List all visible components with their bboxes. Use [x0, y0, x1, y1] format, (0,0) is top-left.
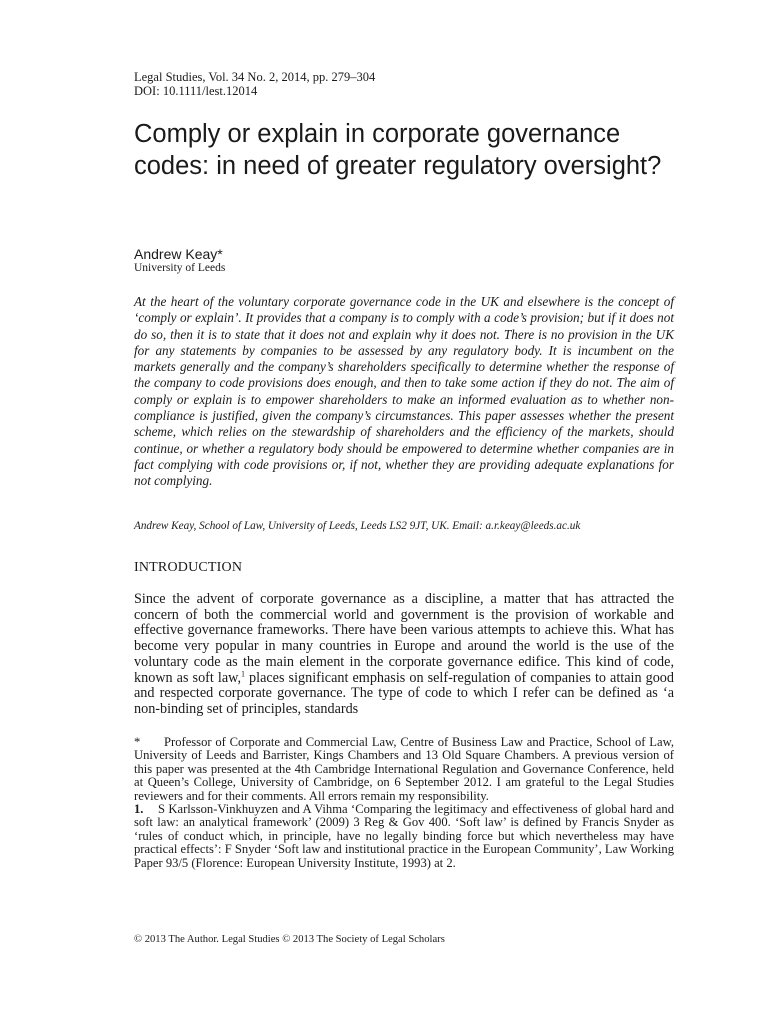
body-paragraph [134, 592, 674, 718]
footnotes [134, 736, 674, 870]
footnote-marker: * [134, 735, 141, 749]
body-text-part-1: Since the advent of corporate governance as a discipline, a matter that has attracted the concern of both the commercial world and government is the provision of workable and effective governance frameworks. There have been various attempts to achieve this. What has become very popular in many countries in Europe and around the world is the use of the voluntary code as the main element in the corporate governance edifice. This kind of code, known as soft law, [134, 591, 674, 686]
paper-title: Comply or explain in corporate governance codes: in need of greater regulatory oversight? [134, 120, 662, 180]
footnote-reference: 1 [241, 668, 245, 678]
copyright-notice: © 2013 The Author. Legal Studies © 2013 The Society of Legal Scholars [134, 934, 445, 945]
citation-block [134, 70, 375, 98]
doi: DOI: 10.1111/lest.12014 [134, 84, 258, 98]
body-text-part-2: places significant emphasis on self-regulation of companies to attain good and respected corporate governance. The type of code to which I refer can be defined as ‘a non-binding set of principles, standards [134, 669, 674, 717]
journal-citation: Legal Studies, Vol. 34 No. 2, 2014, pp. 279–304 [134, 70, 376, 84]
footnote-text: S Karlsson-Vinkhuyzen and A Vihma ‘Comparing the legitimacy and effectiveness of global hard and soft law: an analytical framework’ (2009) 3 Reg & Gov 400. ‘Soft law’ is defined by Francis Snyder as ‘rules of conduct which, in principle, have no legally binding force but which nevertheless may have practical effects’: F Snyder ‘Soft law and institutional practice in the European Community’, Law Working Paper 93/5 (Florence: European University Institute, 1993) at 2. [134, 802, 674, 870]
abstract: At the heart of the voluntary corporate governance code in the UK and elsewhere is the concept of ‘comply or explain’. It provides that a company is to comply with a code’s provision; but if it does not do so, then it is to state that it does not and explain why it does not. There is no provision in the UK for any statements by companies to be assessed by any regulatory body. It is incumbent on the markets generally and the company’s shareholders specifically to determine whether the response of the company to code provisions does enough, and then to take some action if they do not. The aim of comply or explain is to empower shareholders to make an informed evaluation as to whether non-compliance is justified, given the company’s circumstances. This paper assesses whether the present scheme, which relies on the stewardship of shareholders and the efficiency of the markets, should continue, or whether a regulatory body should be empowered to determine whether companies are in fact complying with code provisions or, if not, whether they are providing adequate explanations for not complying. [134, 294, 674, 489]
author-affiliation: University of Leeds [134, 262, 226, 274]
author-name: Andrew Keay* [134, 246, 223, 262]
section-heading: INTRODUCTION [134, 560, 243, 575]
author-contact: Andrew Keay, School of Law, University of Leeds, Leeds LS2 9JT, UK. Email: a.r.keay@leeds.ac.uk [134, 520, 581, 532]
footnote-text: Professor of Corporate and Commercial Law, Centre of Business Law and Practice, School of Law, University of Leeds and Barrister, Kings Chambers and 13 Old Square Chambers. A previous version of this paper was presented at the 4th Cambridge International Regulation and Governance Conference, held at Queen’s College, University of Cambridge, on 6 September 2012. I am grateful to the Legal Studies reviewers and for their comments. All errors remain my responsibility. [134, 735, 674, 803]
footnote-marker: 1. [134, 802, 144, 817]
footnote [134, 803, 674, 870]
footnote [134, 736, 674, 803]
